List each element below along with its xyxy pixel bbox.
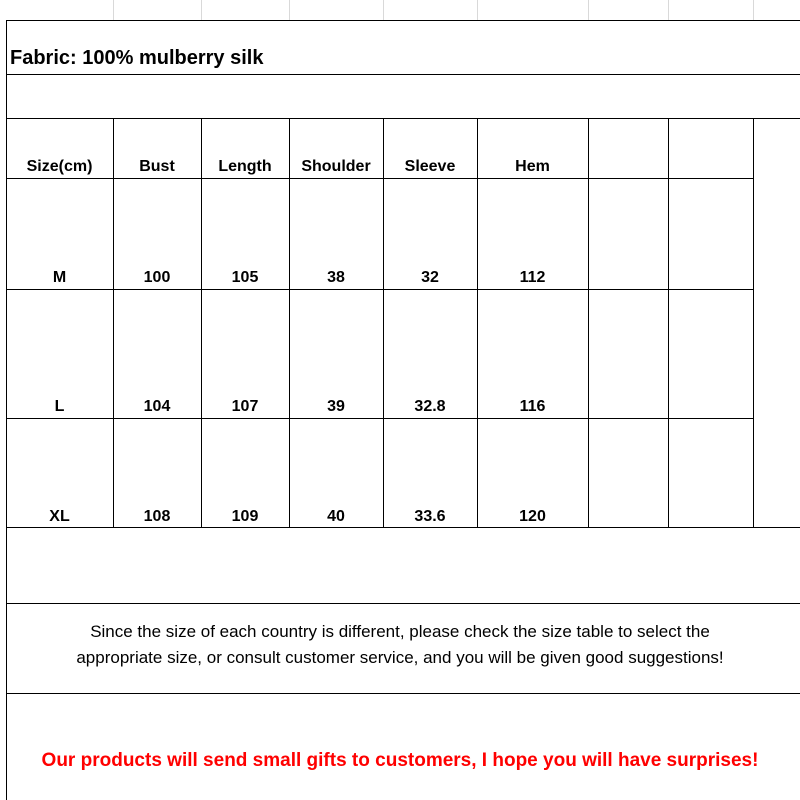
- gift-notice: Our products will send small gifts to customers, I hope you will have surprises!: [41, 750, 759, 771]
- cell-hem: 116: [519, 398, 546, 415]
- sheet-gridline: [753, 0, 754, 20]
- header-shoulder: Shoulder: [301, 158, 371, 175]
- sheet-gridline: [201, 0, 202, 20]
- header-hem: Hem: [515, 158, 550, 175]
- header-size: Size(cm): [26, 158, 93, 175]
- cell-hem: 120: [519, 508, 546, 525]
- cell-sleeve: 32.8: [414, 398, 446, 415]
- row-divider: [6, 118, 800, 119]
- cell-length: 109: [231, 508, 259, 525]
- column-divider: [289, 118, 290, 528]
- cell-length: 105: [231, 269, 259, 286]
- table-border-top: [6, 20, 800, 21]
- cell-shoulder: 40: [327, 508, 345, 525]
- column-divider: [588, 118, 589, 528]
- size-note-line-2: appropriate size, or consult customer service, and you will be given good suggestions!: [76, 648, 724, 667]
- cell-hem: 112: [519, 269, 546, 286]
- row-divider: [6, 527, 800, 528]
- row-divider: [6, 74, 800, 75]
- cell-size: L: [54, 398, 65, 415]
- row-divider: [6, 418, 753, 419]
- column-divider: [668, 118, 669, 528]
- cell-shoulder: 38: [327, 269, 345, 286]
- cell-size: XL: [49, 508, 70, 525]
- row-divider: [6, 603, 800, 604]
- sheet-gridline: [588, 0, 589, 20]
- cell-bust: 108: [143, 508, 171, 525]
- cell-length: 107: [231, 398, 259, 415]
- row-divider: [6, 693, 800, 694]
- sheet-gridline: [668, 0, 669, 20]
- sheet-gridline: [383, 0, 384, 20]
- column-divider: [383, 118, 384, 528]
- cell-shoulder: 39: [327, 398, 345, 415]
- column-divider: [753, 118, 754, 528]
- size-note-line-1: Since the size of each country is different, please check the size table to select the: [90, 622, 710, 641]
- row-divider: [6, 289, 753, 290]
- sheet-gridline: [477, 0, 478, 20]
- header-bust: Bust: [139, 158, 175, 175]
- cell-bust: 104: [143, 398, 171, 415]
- cell-bust: 100: [143, 269, 171, 286]
- cell-sleeve: 32: [421, 269, 439, 286]
- cell-sleeve: 33.6: [414, 508, 446, 525]
- column-divider: [113, 118, 114, 528]
- column-divider: [477, 118, 478, 528]
- row-divider: [6, 178, 753, 179]
- sheet-gridline: [113, 0, 114, 20]
- cell-size: M: [52, 269, 67, 286]
- fabric-label: Fabric: 100% mulberry silk: [10, 47, 264, 69]
- sheet-gridline: [289, 0, 290, 20]
- header-sleeve: Sleeve: [404, 158, 456, 175]
- column-divider: [201, 118, 202, 528]
- header-length: Length: [218, 158, 272, 175]
